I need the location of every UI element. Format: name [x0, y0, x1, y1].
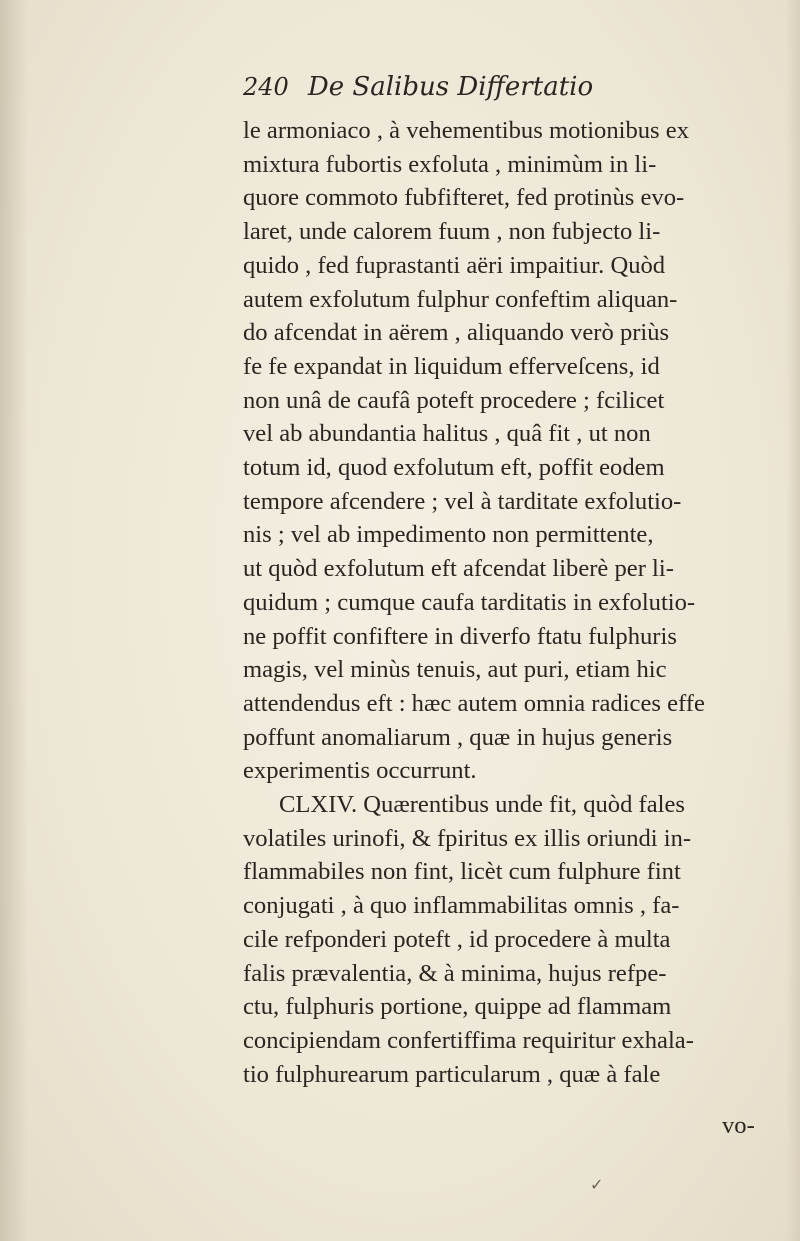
- text-line: attendendus eft : hæc autem omnia radices effe: [243, 689, 705, 717]
- stray-ink-mark: ✓: [590, 1175, 604, 1194]
- text-line: mixtura fubortis exfoluta , minimùm in li-: [243, 150, 657, 178]
- text-line: do afcendat in aërem , aliquando verò priùs: [243, 319, 670, 347]
- page-number: 240: [243, 73, 289, 101]
- text-line: ut quòd exfolutum eft afcendat liberè per li-: [243, 555, 674, 583]
- text-line: ne poffit confiftere in diverfo ftatu fulphuris: [243, 622, 677, 650]
- text-line: cile refponderi poteft , id procedere à multa: [243, 925, 671, 953]
- gutter-shadow: [0, 0, 28, 1241]
- text-line: concipiendam confertiffima requiritur exhala-: [243, 1026, 694, 1054]
- running-header: [243, 72, 763, 102]
- text-line: non unâ de caufâ poteft procedere ; fcilicet: [243, 386, 665, 414]
- text-line: falis prævalentia, & à minima, hujus refpe-: [243, 959, 667, 987]
- page-edge-shadow: [786, 0, 800, 1241]
- running-title: De Salibus Differtatio: [307, 72, 594, 102]
- text-line: ctu, fulphuris portione, quippe ad flammam: [243, 993, 672, 1021]
- text-line: tio fulphurearum particularum , quæ à fale: [243, 1060, 661, 1088]
- text-line: conjugati , à quo inflammabilitas omnis , fa-: [243, 892, 680, 920]
- body-text: [243, 114, 773, 1091]
- catchword: vo-: [722, 1112, 755, 1139]
- text-line: vel ab abundantia halitus , quâ fit , ut non: [243, 420, 651, 448]
- text-line: experimentis occurrunt.: [243, 757, 477, 785]
- text-line: flammabiles non fint, licèt cum fulphure fint: [243, 858, 681, 886]
- text-line: le armoniaco , à vehementibus motionibus ex: [243, 117, 689, 144]
- text-line: tempore afcendere ; vel à tarditate exfolutio-: [243, 487, 682, 515]
- text-line: quido , fed fuprastanti aëri impaitiur. Quòd: [243, 251, 666, 279]
- text-line: quidum ; cumque caufa tarditatis in exfolutio-: [243, 588, 696, 616]
- text-line: laret, unde calorem fuum , non fubjecto li-: [243, 218, 661, 246]
- text-line: autem exfolutum fulphur confeftim aliquan-: [243, 285, 678, 313]
- text-line: volatiles urinofi, & fpiritus ex illis oriundi in-: [243, 824, 692, 852]
- text-line: magis, vel minùs tenuis, aut puri, etiam hic: [243, 656, 667, 684]
- text-line: poffunt anomaliarum , quæ in hujus generis: [243, 723, 673, 751]
- text-line: quore commoto fubfifteret, fed protinùs evo-: [243, 184, 685, 212]
- text-line: nis ; vel ab impedimento non permittente,: [243, 521, 654, 549]
- section-start-line: CLXIV. Quærentibus unde fit, quòd fales: [279, 791, 685, 819]
- text-line: totum id, quod exfolutum eft, poffit eodem: [243, 454, 665, 482]
- text-line: fe fe expandat in liquidum efferveſcens, id: [243, 352, 660, 380]
